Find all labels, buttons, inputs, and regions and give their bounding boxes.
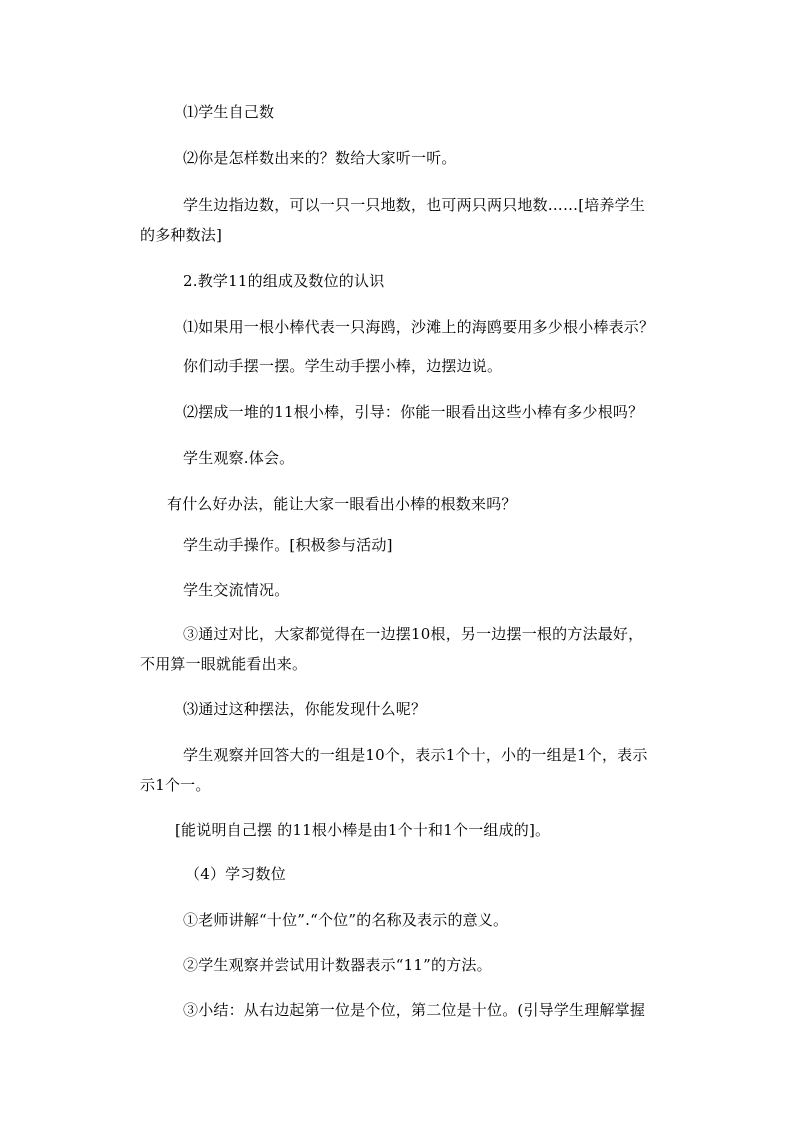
text-line-5: 2.教学11的组成及数位的认识 <box>183 272 385 290</box>
text-line-13: ③通过对比，大家都觉得在一边摆10根，另一边摆一根的方法最好， <box>183 625 644 643</box>
text-line-21: ②学生观察并尝试用计数器表示“11”的方法。 <box>183 956 492 974</box>
text-line-12: 学生交流情况。 <box>183 581 290 599</box>
text-line-17: 示1个一。 <box>140 776 211 794</box>
text-line-16: 学生观察并回答大的一组是10个，表示1个十，小的一组是1个，表示 <box>183 746 648 764</box>
text-line-10: 有什么好办法，能让大家一眼看出小棒的根数来吗？ <box>167 495 517 513</box>
text-line-19: （4）学习数位 <box>185 865 286 883</box>
text-line-9: 学生观察.体会。 <box>183 449 295 467</box>
text-line-1: ⑴学生自己数 <box>183 103 275 121</box>
text-line-11: 学生动手操作。[积极参与活动] <box>183 536 393 554</box>
text-line-18: [能说明自己摆 的11根小棒是由1个十和1个一组成的]。 <box>175 821 551 839</box>
text-line-14: 不用算一眼就能看出来。 <box>140 655 308 673</box>
text-line-7: 你们动手摆一摆。学生动手摆小棒，边摆边说。 <box>183 357 503 375</box>
text-line-15: ⑶通过这种摆法，你能发现什么呢？ <box>183 700 427 718</box>
text-line-2: ⑵你是怎样数出来的？数给大家听一听。 <box>183 149 457 167</box>
text-line-6: ⑴如果用一根小棒代表一只海鸥，沙滩上的海鸥要用多少根小棒表示？ <box>183 318 655 336</box>
text-line-20: ①老师讲解“十位”.“个位”的名称及表示的意义。 <box>183 911 509 929</box>
text-line-8: ⑵摆成一堆的11根小棒，引导：你能一眼看出这些小棒有多少根吗？ <box>183 403 644 421</box>
text-line-22: ③小结：从右边起第一位是个位，第二位是十位。(引导学生理解掌握 <box>183 1001 646 1019</box>
text-line-3: 学生边指边数，可以一只一只地数，也可两只两只地数……[培养学生 <box>183 196 646 214</box>
text-line-4: 的多种数法] <box>140 226 223 244</box>
